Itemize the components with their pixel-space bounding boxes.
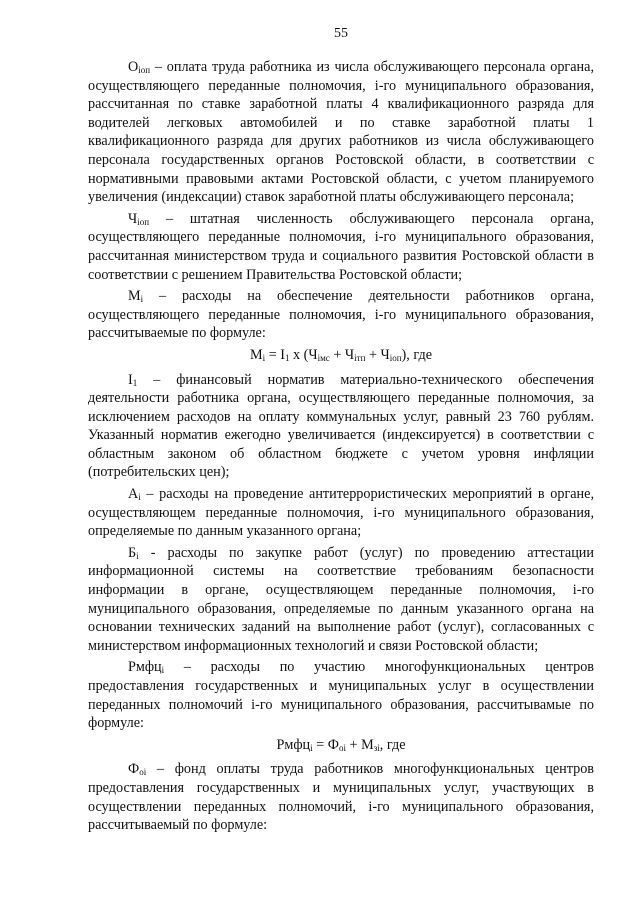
paragraph-b-i <box>88 544 594 656</box>
formula-part: + Ч <box>365 346 390 363</box>
paragraph-i-1 <box>88 371 594 483</box>
symbol-subscript: iоп <box>138 65 151 75</box>
symbol: М <box>128 288 141 305</box>
paragraph-text: – расходы на проведение антитеррористических мероприятий в органе, осуществляющем переданные полномочия, i-го муниципального образования, определяемые по данным указанного органа; <box>88 486 594 540</box>
paragraph-text: – штатная численность обслуживающего персонала органа, осуществляющего переданные полномочия, i-го муниципального образования, рассчитанная министерством труда и социального развития Ростовской области в соответствии с решением Правительства Ростовской области; <box>88 210 594 283</box>
symbol-subscript: i <box>136 550 139 561</box>
symbol: А <box>128 486 139 503</box>
paragraph-text: – расходы по участию многофункциональных центров предоставления государственных и муниципальных услуг в осуществлении переданных полномочий i-го муниципального образования, рассчитывамые по формуле: <box>88 659 594 732</box>
formula-lhs-subscript: i <box>262 352 266 363</box>
paragraph-text: - расходы по закупке работ (услуг) по проведению аттестации информационной системы на соответствие требованиям безопасности информации в органе, осуществляющем переданные полномочия, i-го муниципального образования, определяемые по данным указанного органа на основании технических заданий на выполнение работ (услуг), согласованных с министерством информационных технологий и связи Ростовской области; <box>88 544 594 654</box>
formula-m-i <box>88 346 594 365</box>
page-number: 55 <box>334 26 348 41</box>
symbol: Ф <box>128 761 140 778</box>
formula-lhs-subscript: i <box>310 742 313 753</box>
paragraph-a-i <box>88 485 594 541</box>
formula-part: = I <box>265 346 285 363</box>
symbol: О <box>128 59 139 75</box>
symbol: I <box>128 371 133 388</box>
formula-part: ), где <box>401 346 432 363</box>
paragraph-text: – оплата труда работника из числа обслуживающего персонала органа, осуществляющего переданные полномочия, i-го муниципального образования, рассчитанная по ставке заработной платы 4 квалификационного разряда для водителей легковых автомобилей и по ставке заработной платы 1 квалификационного разряда для других работников из числа обслуживающего персонала государственных органов Ростовской области, в соответствии с нормативными правовыми актами Ростовской области, с учетом планируемого увеличения (индексации) ставок заработной платы обслуживающего персонала; <box>88 59 594 206</box>
formula-part: + Ч <box>329 346 355 363</box>
formula-part: + М <box>345 736 374 753</box>
formula-lhs: М <box>250 346 263 363</box>
document-page <box>88 0 594 905</box>
symbol-subscript: i <box>161 665 165 676</box>
document-body <box>88 58 594 838</box>
paragraph-m-i <box>88 287 594 343</box>
paragraph-text: – фонд оплаты труда работников многофункциональных центров предоставления государственных и муниципальных услуг, участвующих в осуществлении переданных полномочий, i-го муниципального образования, рассчитываемый по формуле: <box>88 761 594 834</box>
formula-subscript: iтп <box>354 352 366 363</box>
paragraph-o-iop <box>88 58 594 207</box>
formula-subscript: iмс <box>317 352 330 363</box>
formula-part: , где <box>379 736 406 753</box>
formula-lhs: Рмфц <box>276 736 311 753</box>
symbol-subscript: 1 <box>132 377 138 388</box>
symbol: Ч <box>128 210 138 227</box>
symbol-subscript: i <box>138 492 141 503</box>
formula-part: x (Ч <box>289 346 318 363</box>
symbol-subscript: i <box>140 294 144 305</box>
paragraph-text: – расходы на обеспечение деятельности работников органа, осуществляющего переданные полномочия, i-го муниципального образования, рассчитываемые по формуле: <box>88 288 594 342</box>
formula-rmfc-i <box>88 736 594 755</box>
paragraph-f-oi <box>88 760 594 834</box>
formula-part: = Ф <box>312 736 339 753</box>
paragraph-text: – финансовый норматив материально-технического обеспечения деятельности работника органа, осуществляющего переданные полномочия, за исключением расходов на оплату коммунальных услуг, равный 23 760 рублям. Указанный норматив ежегодно увеличивается (индексируется) в соответствии с областным законом об областном бюджете с учетом уровня инфляции (потребительских цен); <box>88 371 594 481</box>
formula-subscript: зi <box>373 742 380 753</box>
symbol: Рмфц <box>128 659 162 676</box>
symbol-subscript: iоп <box>137 216 150 227</box>
paragraph-ch-iop <box>88 210 594 284</box>
formula-subscript: 1 <box>284 352 290 363</box>
symbol: Б <box>128 544 137 561</box>
symbol-subscript: оi <box>139 767 147 778</box>
paragraph-rmfc-i <box>88 658 594 732</box>
formula-subscript: iоп <box>389 352 402 363</box>
formula-subscript: оi <box>338 742 346 753</box>
